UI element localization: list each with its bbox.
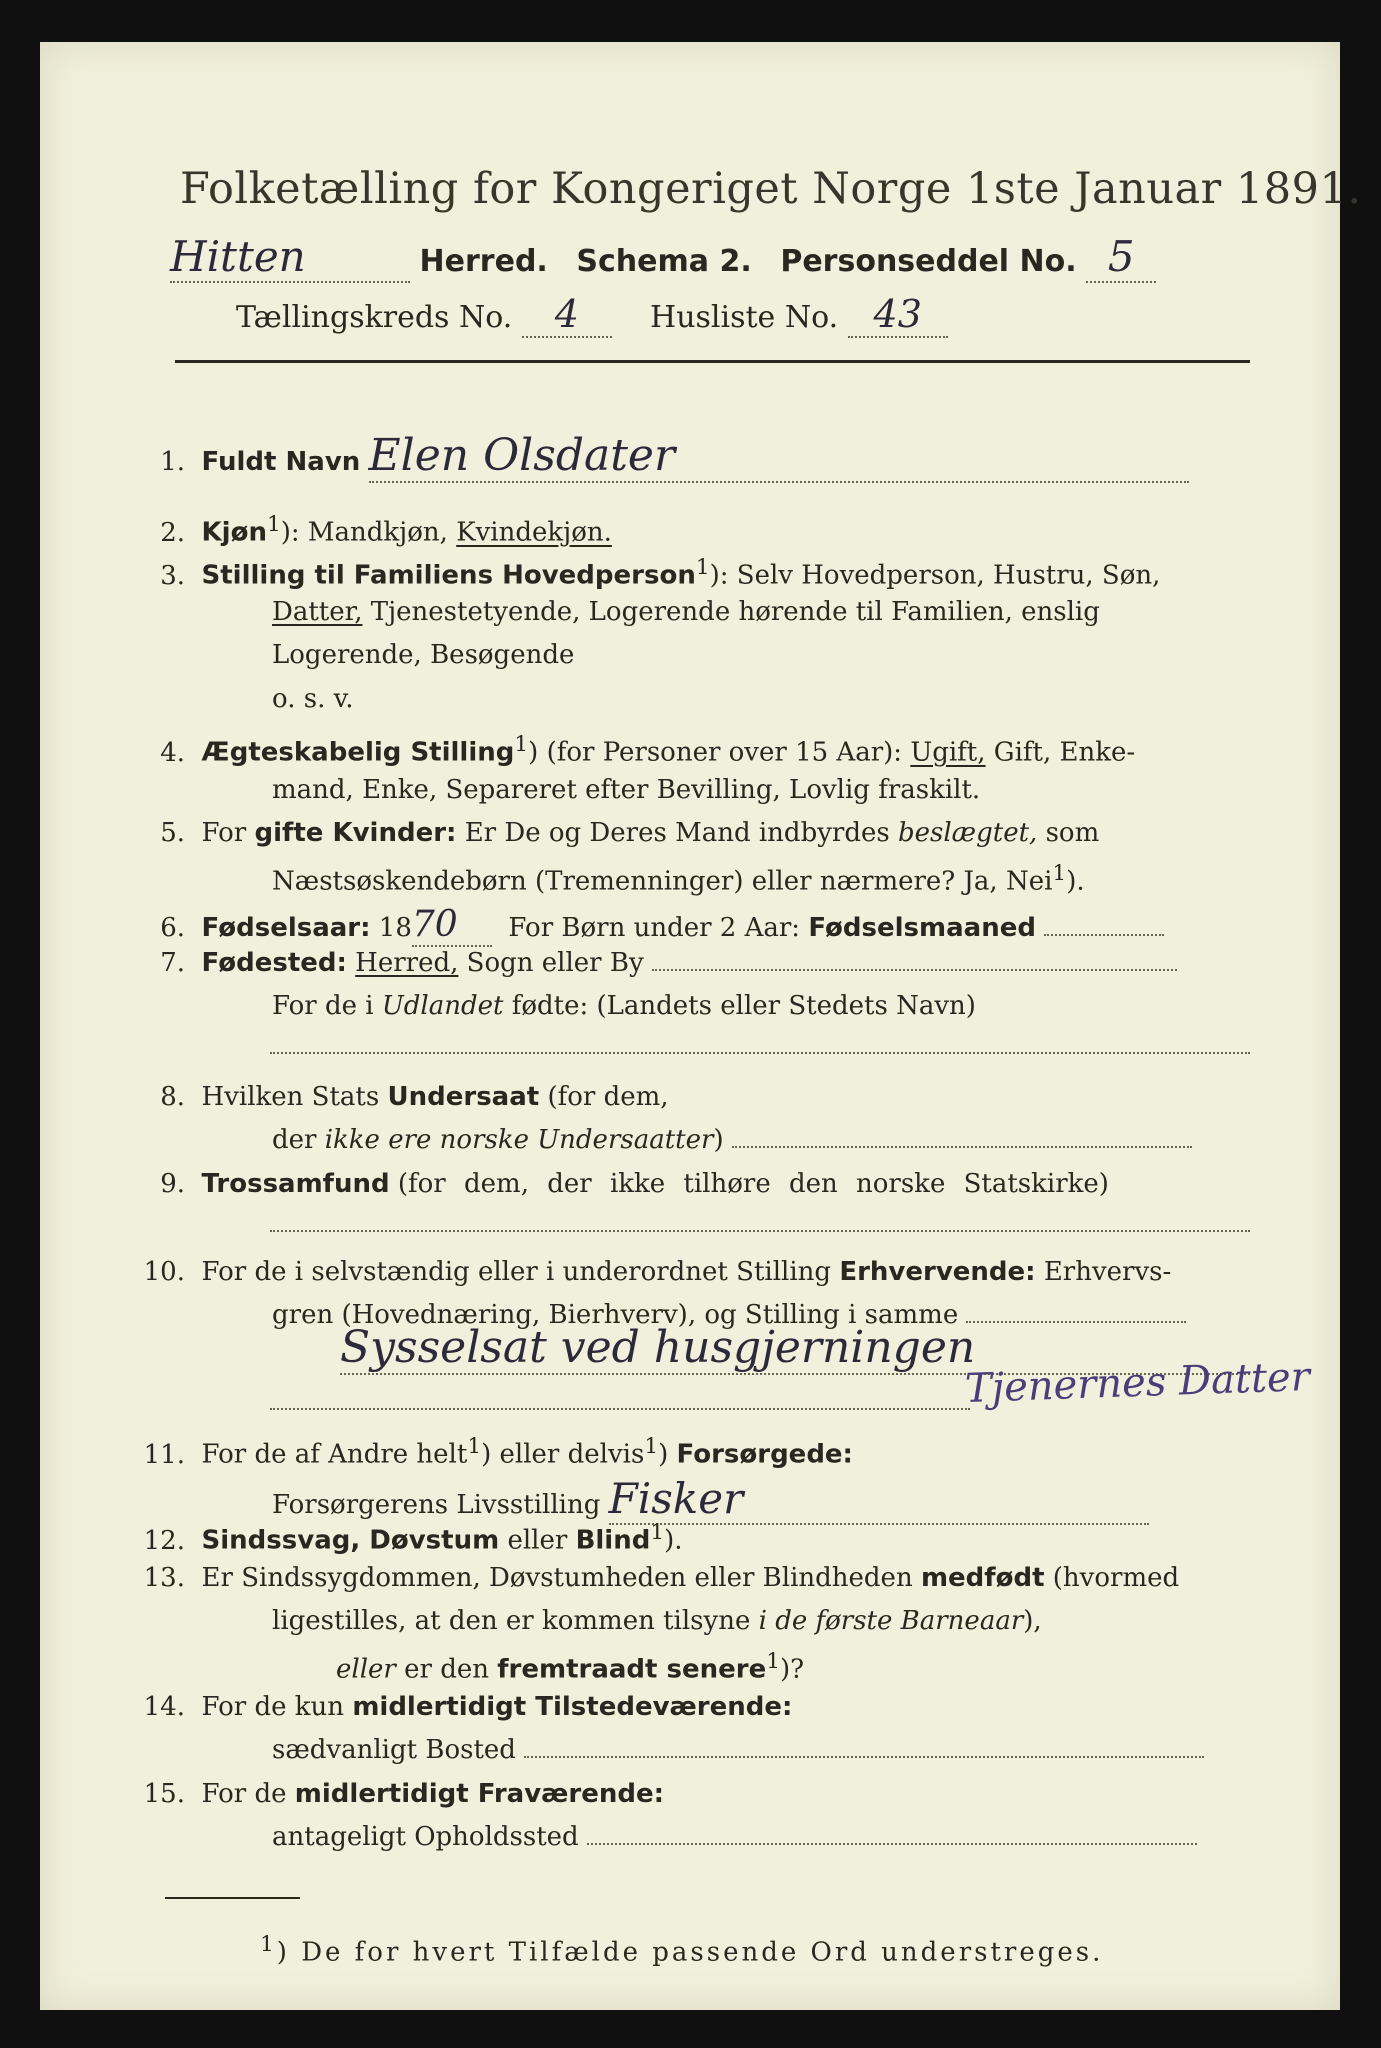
item-13: 13. Er Sindssygdommen, Døvstumheden eller Blindheden medfødt (hvormed [143,1563,1180,1593]
kreds-value: 4 [522,292,612,338]
item-7: 7. Fødested: Herred, Sogn eller By [125,948,1177,978]
item-3: 3. Stilling til Familiens Hovedperson$^1$): Selv Hovedperson, Hustru, Søn, [160,555,1161,591]
header-rule [175,360,1250,363]
provider-occupation-value: Fisker [609,1474,1149,1525]
birth-year-value: 70 [412,904,492,947]
full-name-label: Fuldt Navn [201,447,361,477]
item-14: 14. For de kun midlertidigt Tilstedeværende: [143,1692,793,1722]
herred-label: Herred. [419,244,548,279]
marital-selected: Ugift, [910,737,986,768]
item-2: 2. Kjøn$^1$): Mandkjøn, Kvindekjøn. [160,512,612,548]
census-form-page: Folketælling for Kongeriget Norge 1ste Januar 1891. Hitten Herred. Schema 2. Personseddel No. 5 Tællingskreds No. 4 Husliste No. 43 1. Fuldt Navn Elen Olsdater 2. Kjøn$^1$): Mandkjøn, Kvindekjøn. 3. Stilling til Familiens Hovedperson$^1$): Selv Hovedperson, Hustru, Søn, Datter, Tjenestetyende, Logerende hørende til Familien, enslig Logerende, Besøgende o. s. v. 4. Ægteskabelig Stilling$^1$) (for Personer over 15 Aar): Ugift, Gift, Enke- mand, Enke, Separeret efter Bevilling, Lovlig fraskilt. 5. For gifte Kvinder: Er De og Deres Mand indbyrdes beslægtet, som Næstsøskendebørn (Tremenninger) eller nærmere? Ja, Nei$^1$). 6. Fødselsaar: 1870 For Børn under 2 Aar: Fødselsmaaned 7. Fødested: Herred, Sogn eller By For de i Udlandet fødte: (Landets eller Stedets Navn) 8. Hvilken Stats Undersaat (for dem, der ikke ere norske Undersaatter) 9. Trossamfund (for dem, der ikke tilhøre den norske Statskirke) 10. For de i selvstændig eller i underordnet Stilling Erhvervende: Erhvervs- gren (Hovednæring, Bierhverv), og Stilling i samme Sysselsat ved husgjerningen Tjenernes Datter 11. For de af Andre helt$^1$) eller delvis$^1$) Forsørgede: Forsørgerens Livsstilling Fisker 12. Sindssvag, Døvstum eller Blind$^1$). 13. Er Sindssygdommen, Døvstumheden eller Blindheden medfødt (hvormed ligestilles, at den er kommen tilsyne i de første Barneaar), eller er den fremtraadt senere$^1$)? 14. For de kun midlertidigt Tilstedeværende: sædvanligt Bosted 15. For de midlertidigt Fraværende: antageligt Opholdssted $^1$) De for hvert Tilfælde passende Ord understreges. [40,42,1340,2010]
item-4: 4. Ægteskabelig Stilling$^1$) (for Personer over 15 Aar): Ugift, Gift, Enke- [160,732,1136,768]
full-name-value: Elen Olsdater [369,430,1189,483]
birthplace-selected: Herred, [355,948,459,978]
position-selected: Datter, [272,597,363,627]
item-8: 8. Hvilken Stats Undersaat (for dem, [160,1082,669,1112]
herred-line [170,232,1156,283]
item-15: 15. For de midlertidigt Fraværende: [143,1779,665,1809]
sex-selected: Kvindekjøn. [456,517,612,548]
kreds-line [236,292,948,338]
schema-label: Schema 2. [576,244,752,279]
footnote: $^1$) De for hvert Tilfælde passende Ord understreges. [260,1932,1104,1968]
footnote-rule [165,1897,300,1899]
item-5: 5. For gifte Kvinder: Er De og Deres Mand indbyrdes beslægtet, som [160,818,1100,848]
occupation-value: Sysselsat ved husgjerningen [340,1322,1250,1375]
item-6: 6. Fødselsaar: 1870 For Børn under 2 Aar: Fødselsmaaned [125,904,1164,947]
item-10: 10. For de i selvstændig eller i underordnet Stilling Erhvervende: Erhvervs- [143,1257,1172,1287]
item-11: 11. For de af Andre helt$^1$) eller delvis$^1$) Forsørgede: [143,1434,853,1470]
husliste-label: Husliste No. [650,300,839,335]
item-12: 12. Sindssvag, Døvstum eller Blind$^1$). [143,1520,683,1556]
personseddel-value: 5 [1086,232,1156,283]
herred-value: Hitten [170,232,410,283]
kreds-label: Tællingskreds No. [236,300,513,335]
occupation-note: Tjenernes Datter [964,1353,1311,1413]
personseddel-label: Personseddel No. [780,244,1077,279]
form-title: Folketælling for Kongeriget Norge 1ste Januar 1891. [180,164,1362,214]
husliste-value: 43 [848,292,948,338]
item-1: 1. Fuldt Navn Elen Olsdater [125,430,1189,483]
item-9: 9. Trossamfund (for dem, der ikke tilhøre den norske Statskirke) [160,1169,1109,1199]
